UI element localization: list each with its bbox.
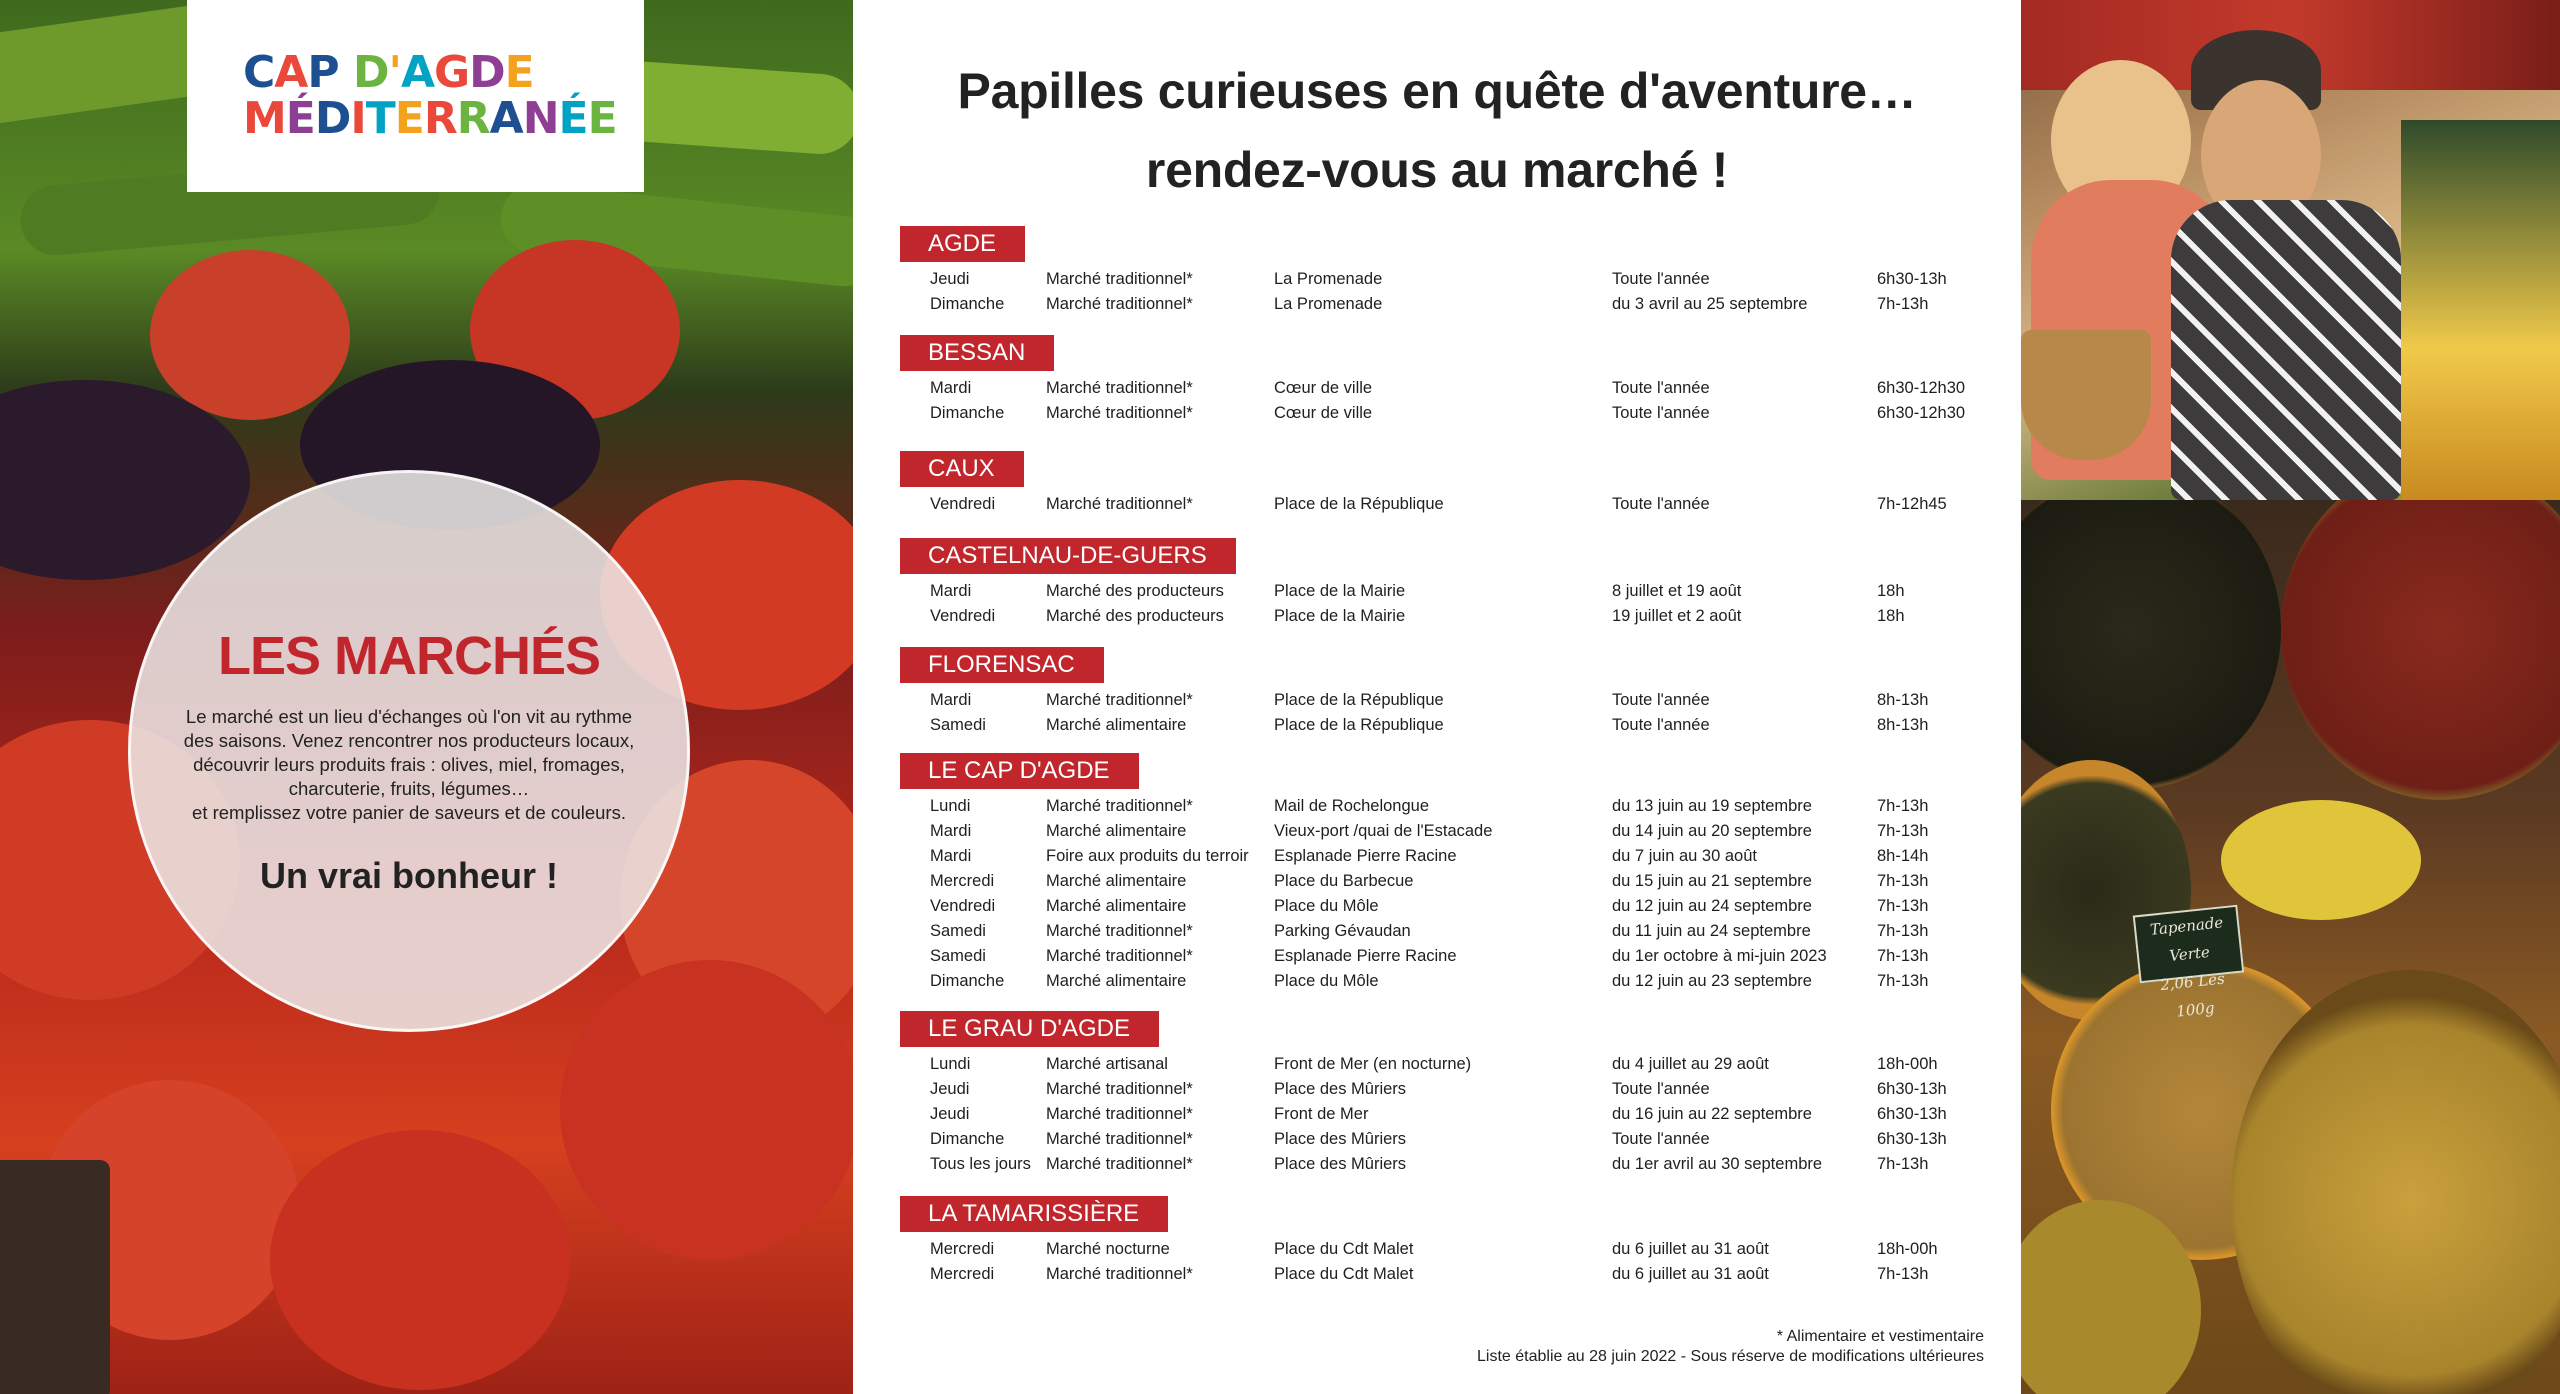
row-hours: 7h-12h45 bbox=[1877, 495, 1947, 513]
section-heading: CASTELNAU-DE-GUERS bbox=[900, 538, 1236, 574]
row-hours: 6h30-12h30 bbox=[1877, 379, 1966, 397]
headline-line-1: Papilles curieuses en quête d'aventure… bbox=[957, 63, 1917, 119]
row-location: La Promenade bbox=[1274, 270, 1383, 288]
row-market-type: Marché traditionnel* bbox=[1046, 797, 1193, 815]
row-hours: 8h-13h bbox=[1877, 691, 1929, 709]
section-heading: LA TAMARISSIÈRE bbox=[900, 1196, 1168, 1232]
row-market-type: Marché traditionnel* bbox=[1046, 404, 1193, 422]
table-row bbox=[900, 894, 1929, 919]
row-period: du 1er avril au 30 septembre bbox=[1612, 1155, 1823, 1173]
row-market-type: Marché traditionnel* bbox=[1046, 1155, 1193, 1173]
table-row bbox=[900, 844, 1929, 869]
row-market-type: Marché traditionnel* bbox=[1046, 495, 1193, 513]
row-location: Place du Cdt Malet bbox=[1274, 1265, 1414, 1283]
row-hours: 7h-13h bbox=[1877, 1265, 1929, 1283]
row-day: Mercredi bbox=[930, 872, 995, 890]
row-period: 8 juillet et 19 août bbox=[1612, 582, 1742, 600]
section-5 bbox=[900, 753, 1929, 994]
logo-line-1: CAP D'AGDE bbox=[243, 47, 534, 98]
section-rows bbox=[900, 579, 1905, 629]
row-hours: 7h-13h bbox=[1877, 822, 1929, 840]
row-period: du 1er octobre à mi-juin 2023 bbox=[1612, 947, 1827, 965]
row-market-type: Marché traditionnel* bbox=[1046, 922, 1193, 940]
row-day: Mardi bbox=[930, 582, 972, 600]
row-market-type: Marché traditionnel* bbox=[1046, 947, 1193, 965]
row-location: Place de la Mairie bbox=[1274, 607, 1406, 625]
row-market-type: Marché des producteurs bbox=[1046, 582, 1224, 600]
table-row bbox=[900, 794, 1929, 819]
row-hours: 18h-00h bbox=[1877, 1240, 1938, 1258]
row-period: du 16 juin au 22 septembre bbox=[1612, 1105, 1812, 1123]
section-1 bbox=[900, 335, 1966, 426]
row-market-type: Marché alimentaire bbox=[1046, 897, 1187, 915]
row-hours: 6h30-13h bbox=[1877, 1105, 1947, 1123]
row-location: La Promenade bbox=[1274, 295, 1383, 313]
row-period: du 15 juin au 21 septembre bbox=[1612, 872, 1812, 890]
row-market-type: Marché alimentaire bbox=[1046, 716, 1187, 734]
footnote-line-2: Liste établie au 28 juin 2022 - Sous réserve de modifications ultérieures bbox=[1477, 1348, 1984, 1365]
row-location: Esplanade Pierre Racine bbox=[1274, 847, 1457, 865]
row-market-type: Marché des producteurs bbox=[1046, 607, 1224, 625]
row-day: Dimanche bbox=[930, 404, 1005, 422]
table-row bbox=[900, 292, 1929, 317]
row-location: Place des Mûriers bbox=[1274, 1155, 1407, 1173]
intro-title: LES MARCHÉS bbox=[217, 626, 601, 686]
table-row bbox=[900, 401, 1966, 426]
section-heading: LE GRAU D'AGDE bbox=[900, 1011, 1159, 1047]
row-period: du 4 juillet au 29 août bbox=[1612, 1055, 1769, 1073]
row-location: Place de la République bbox=[1274, 495, 1444, 513]
row-period: du 6 juillet au 31 août bbox=[1612, 1265, 1769, 1283]
price-tag-price: 2,06 Les 100g bbox=[2159, 969, 2226, 1021]
row-market-type: Marché artisanal bbox=[1046, 1055, 1168, 1073]
page-title bbox=[853, 52, 2021, 210]
row-hours: 8h-14h bbox=[1877, 847, 1929, 865]
row-period: du 6 juillet au 31 août bbox=[1612, 1240, 1769, 1258]
row-market-type: Marché traditionnel* bbox=[1046, 691, 1193, 709]
table-row bbox=[900, 1052, 1938, 1077]
row-day: Lundi bbox=[930, 1055, 971, 1073]
row-period: du 12 juin au 24 septembre bbox=[1612, 897, 1812, 915]
row-period: 19 juillet et 2 août bbox=[1612, 607, 1742, 625]
row-hours: 6h30-13h bbox=[1877, 270, 1947, 288]
row-market-type: Marché traditionnel* bbox=[1046, 1265, 1193, 1283]
table-row bbox=[900, 869, 1929, 894]
section-4 bbox=[900, 647, 1929, 738]
row-period: Toute l'année bbox=[1612, 404, 1710, 422]
table-row bbox=[900, 969, 1929, 994]
row-location: Vieux-port /quai de l'Estacade bbox=[1274, 822, 1493, 840]
row-market-type: Marché traditionnel* bbox=[1046, 1080, 1193, 1098]
row-day: Jeudi bbox=[930, 270, 970, 288]
row-location: Cœur de ville bbox=[1274, 404, 1373, 422]
row-hours: 7h-13h bbox=[1877, 897, 1929, 915]
table-row bbox=[900, 1102, 1947, 1127]
row-day: Dimanche bbox=[930, 295, 1005, 313]
section-rows bbox=[900, 688, 1929, 738]
intro-line: et remplissez votre panier de saveurs et de couleurs. bbox=[192, 802, 626, 823]
row-day: Lundi bbox=[930, 797, 971, 815]
row-period: Toute l'année bbox=[1612, 1080, 1710, 1098]
intro-line: Le marché est un lieu d'échanges où l'on vit au rythme bbox=[185, 706, 633, 727]
row-day: Dimanche bbox=[930, 972, 1005, 990]
row-location: Place du Barbecue bbox=[1274, 872, 1414, 890]
row-market-type: Marché alimentaire bbox=[1046, 872, 1187, 890]
row-market-type: Marché traditionnel* bbox=[1046, 1130, 1193, 1148]
row-hours: 6h30-13h bbox=[1877, 1080, 1947, 1098]
row-market-type: Marché alimentaire bbox=[1046, 822, 1187, 840]
table-row bbox=[900, 1152, 1929, 1177]
row-day: Vendredi bbox=[930, 897, 996, 915]
row-day: Mercredi bbox=[930, 1265, 995, 1283]
table-row bbox=[900, 579, 1905, 604]
row-hours: 18h-00h bbox=[1877, 1055, 1938, 1073]
row-period: Toute l'année bbox=[1612, 379, 1710, 397]
table-row bbox=[900, 713, 1929, 738]
section-rows bbox=[900, 376, 1966, 426]
row-market-type: Marché alimentaire bbox=[1046, 972, 1187, 990]
section-2 bbox=[900, 451, 1947, 517]
row-day: Dimanche bbox=[930, 1130, 1005, 1148]
row-period: du 14 juin au 20 septembre bbox=[1612, 822, 1812, 840]
row-day: Tous les jours bbox=[930, 1155, 1031, 1173]
section-heading: CAUX bbox=[900, 451, 1024, 487]
intro-circle bbox=[128, 470, 690, 1032]
row-location: Cœur de ville bbox=[1274, 379, 1373, 397]
row-market-type: Marché traditionnel* bbox=[1046, 1105, 1193, 1123]
row-period: Toute l'année bbox=[1612, 495, 1710, 513]
row-location: Place du Môle bbox=[1274, 972, 1379, 990]
row-period: du 13 juin au 19 septembre bbox=[1612, 797, 1812, 815]
row-location: Place du Cdt Malet bbox=[1274, 1240, 1414, 1258]
section-rows bbox=[900, 794, 1929, 994]
row-hours: 6h30-13h bbox=[1877, 1130, 1947, 1148]
table-row bbox=[900, 919, 1929, 944]
section-rows bbox=[900, 267, 1947, 317]
row-hours: 7h-13h bbox=[1877, 872, 1929, 890]
row-market-type: Marché nocturne bbox=[1046, 1240, 1170, 1258]
row-day: Vendredi bbox=[930, 607, 996, 625]
table-row bbox=[900, 604, 1905, 629]
table-row bbox=[900, 1127, 1947, 1152]
section-rows bbox=[900, 1237, 1938, 1287]
row-day: Samedi bbox=[930, 716, 986, 734]
row-period: Toute l'année bbox=[1612, 270, 1710, 288]
section-rows bbox=[900, 492, 1947, 517]
row-period: Toute l'année bbox=[1612, 691, 1710, 709]
row-hours: 7h-13h bbox=[1877, 947, 1929, 965]
section-rows bbox=[900, 1052, 1947, 1177]
table-row bbox=[900, 267, 1947, 292]
price-tag bbox=[2133, 905, 2245, 1021]
section-heading: FLORENSAC bbox=[900, 647, 1104, 683]
intro-line: découvrir leurs produits frais : olives, miel, fromages, bbox=[193, 754, 625, 775]
table-row bbox=[900, 492, 1947, 517]
price-tag-name: Tapenade Verte bbox=[2149, 913, 2225, 966]
intro-line: charcuterie, fruits, légumes… bbox=[288, 778, 530, 799]
row-market-type: Marché traditionnel* bbox=[1046, 379, 1193, 397]
row-day: Mardi bbox=[930, 379, 972, 397]
table-row bbox=[900, 819, 1929, 844]
row-location: Parking Gévaudan bbox=[1274, 922, 1411, 940]
footnote bbox=[1477, 1327, 1984, 1367]
row-period: Toute l'année bbox=[1612, 716, 1710, 734]
row-location: Place des Mûriers bbox=[1274, 1080, 1407, 1098]
table-row bbox=[900, 1077, 1947, 1102]
section-3 bbox=[900, 538, 1905, 629]
section-heading: LE CAP D'AGDE bbox=[900, 753, 1139, 789]
row-location: Place des Mûriers bbox=[1274, 1130, 1407, 1148]
row-hours: 7h-13h bbox=[1877, 972, 1929, 990]
row-day: Mardi bbox=[930, 847, 972, 865]
row-period: du 7 juin au 30 août bbox=[1612, 847, 1757, 865]
row-hours: 18h bbox=[1877, 582, 1905, 600]
row-location: Place de la République bbox=[1274, 716, 1444, 734]
row-period: Toute l'année bbox=[1612, 1130, 1710, 1148]
row-hours: 7h-13h bbox=[1877, 797, 1929, 815]
row-day: Samedi bbox=[930, 947, 986, 965]
row-day: Jeudi bbox=[930, 1080, 970, 1098]
row-location: Front de Mer (en nocturne) bbox=[1274, 1055, 1472, 1073]
row-day: Mardi bbox=[930, 691, 972, 709]
olives-photo bbox=[2021, 500, 2560, 1394]
section-heading: AGDE bbox=[900, 226, 1025, 262]
table-row bbox=[900, 1262, 1929, 1287]
table-row bbox=[900, 688, 1929, 713]
market-schedule bbox=[853, 0, 2021, 1394]
section-0 bbox=[900, 226, 1947, 317]
table-row bbox=[900, 944, 1929, 969]
row-location: Place de la Mairie bbox=[1274, 582, 1406, 600]
row-period: du 3 avril au 25 septembre bbox=[1612, 295, 1808, 313]
row-location: Place de la République bbox=[1274, 691, 1444, 709]
intro-line: des saisons. Venez rencontrer nos producteurs locaux, bbox=[183, 730, 635, 751]
row-day: Jeudi bbox=[930, 1105, 970, 1123]
footnote-line-1: * Alimentaire et vestimentaire bbox=[1776, 1328, 1984, 1345]
row-day: Vendredi bbox=[930, 495, 996, 513]
row-day: Mercredi bbox=[930, 1240, 995, 1258]
row-location: Esplanade Pierre Racine bbox=[1274, 947, 1457, 965]
row-period: du 12 juin au 23 septembre bbox=[1612, 972, 1812, 990]
row-hours: 7h-13h bbox=[1877, 922, 1929, 940]
market-couple-photo bbox=[2021, 0, 2560, 500]
logo-line-2: MÉDITERRANÉE bbox=[243, 93, 617, 144]
section-7 bbox=[900, 1196, 1938, 1287]
row-day: Samedi bbox=[930, 922, 986, 940]
intro-highlight: Un vrai bonheur ! bbox=[259, 855, 559, 896]
brand-logo bbox=[187, 0, 644, 192]
vegetables-photo bbox=[0, 0, 853, 1394]
section-heading: BESSAN bbox=[900, 335, 1054, 371]
row-hours: 7h-13h bbox=[1877, 1155, 1929, 1173]
row-period: du 11 juin au 24 septembre bbox=[1612, 922, 1811, 940]
row-location: Place du Môle bbox=[1274, 897, 1379, 915]
row-hours: 8h-13h bbox=[1877, 716, 1929, 734]
row-day: Mardi bbox=[930, 822, 972, 840]
section-6 bbox=[900, 1011, 1947, 1177]
headline-line-2: rendez-vous au marché ! bbox=[1145, 142, 1729, 198]
row-hours: 18h bbox=[1877, 607, 1905, 625]
row-location: Front de Mer bbox=[1274, 1105, 1369, 1123]
row-market-type: Marché traditionnel* bbox=[1046, 270, 1193, 288]
intro-text bbox=[164, 705, 654, 825]
row-hours: 6h30-12h30 bbox=[1877, 404, 1966, 422]
row-market-type: Marché traditionnel* bbox=[1046, 295, 1193, 313]
row-location: Mail de Rochelongue bbox=[1274, 797, 1430, 815]
row-market-type: Foire aux produits du terroir bbox=[1046, 847, 1249, 865]
table-row bbox=[900, 1237, 1938, 1262]
table-row bbox=[900, 376, 1966, 401]
row-hours: 7h-13h bbox=[1877, 295, 1929, 313]
